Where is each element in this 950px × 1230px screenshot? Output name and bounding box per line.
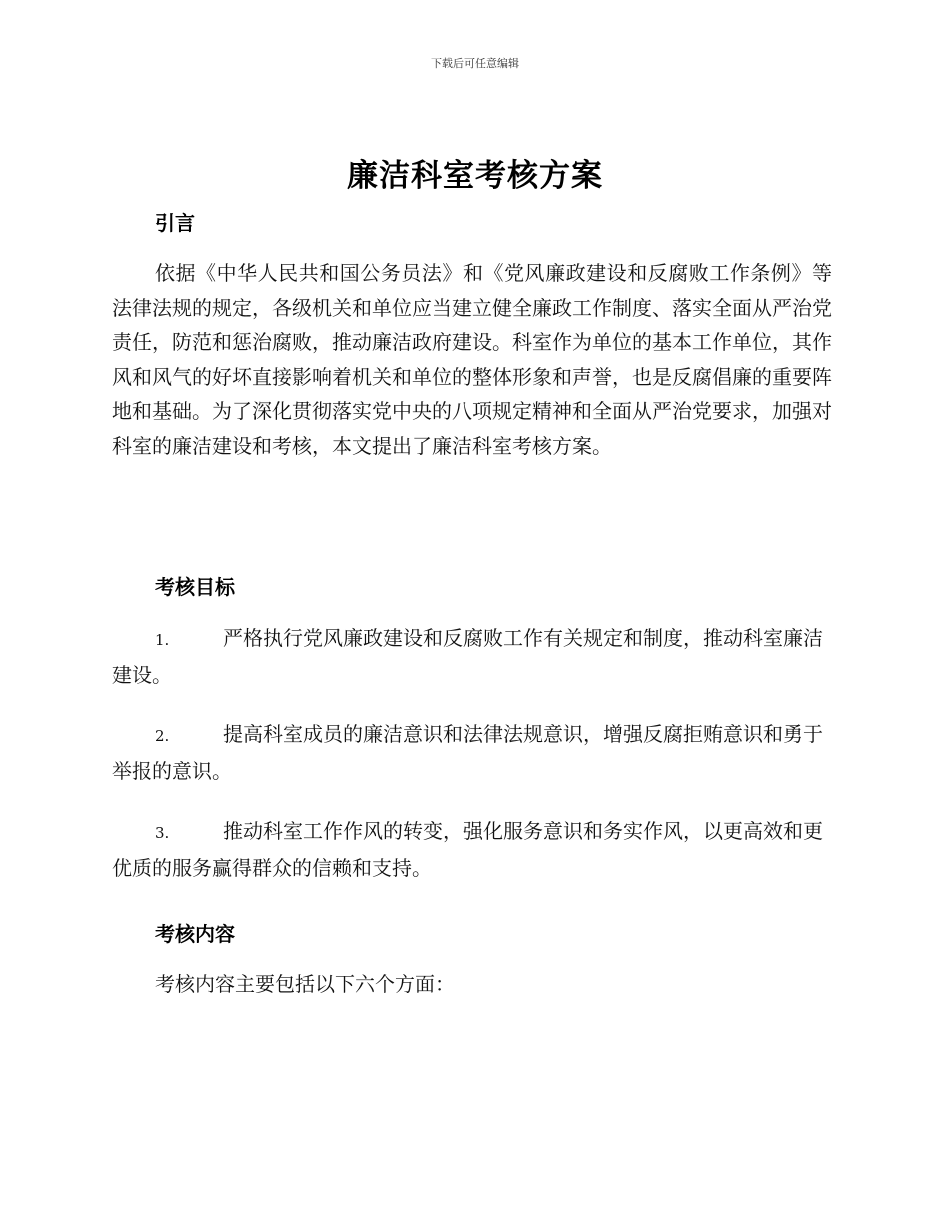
header-note: 下载后可任意编辑 [431,57,519,70]
section-heading-intro: 引言 [155,211,195,235]
document-title: 廉洁科室考核方案 [347,158,603,194]
goal-item [112,621,832,693]
section-heading-content: 考核内容 [155,922,235,946]
goal-item [112,814,832,886]
goal-number: 2. [155,727,170,745]
intro-paragraph: 依据《中华人民共和国公务员法》和《党风廉政建设和反腐败工作条例》等法律法规的规定，各级机关和单位应当建立健全廉政工作制度、落实全面从严治党责任，防范和惩治腐败，推动廉洁政府建设。科室作为单位的基本工作单位，其作风和风气的好坏直接影响着机关和单位的整体形象和声誉，也是反腐倡廉的重要阵地和基础。为了深化贯彻落实党中央的八项规定精神和全面从严治党要求，加强对科室的廉洁建设和考核，本文提出了廉洁科室考核方案。 [112,261,832,458]
content-paragraph: 考核内容主要包括以下六个方面： [155,972,455,996]
goal-text: 严格执行党风廉政建设和反腐败工作有关规定和制度，推动科室廉洁建设。 [112,626,823,687]
goal-text: 推动科室工作作风的转变，强化服务意识和务实作风，以更高效和更优质的服务赢得群众的信赖和支持。 [112,819,823,880]
goal-text: 提高科室成员的廉洁意识和法律法规意识，增强反腐拒贿意识和勇于举报的意识。 [112,722,823,783]
goal-number: 1. [155,631,170,649]
goal-item [112,717,832,789]
goal-number: 3. [155,824,170,842]
section-heading-goals: 考核目标 [155,575,235,599]
